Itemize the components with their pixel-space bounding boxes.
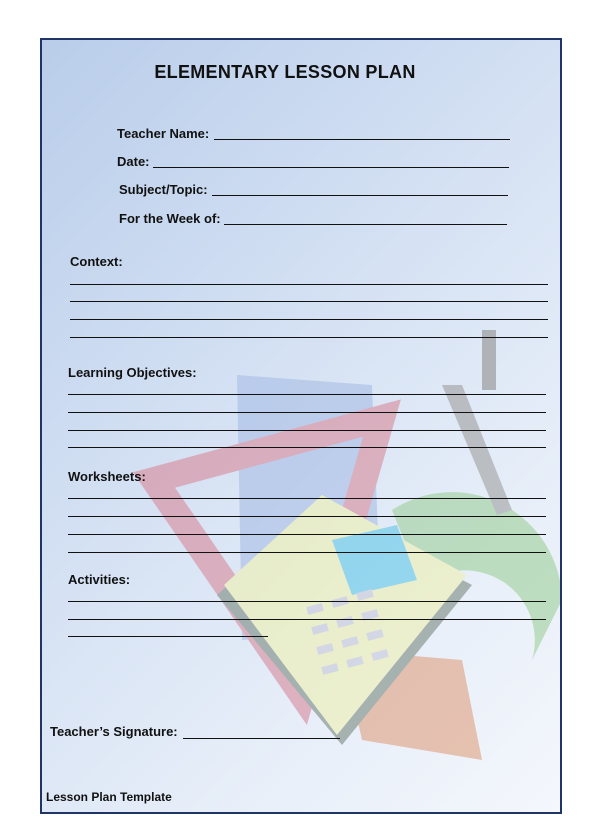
worksheets-line[interactable] [68, 534, 546, 535]
signature-label: Teacher’s Signature: [50, 724, 178, 739]
context-line[interactable] [70, 284, 548, 285]
worksheets-line[interactable] [68, 516, 546, 517]
activities-label: Activities: [68, 572, 131, 587]
pencil-top-shape [482, 330, 496, 390]
worksheets-label: Worksheets: [68, 469, 146, 484]
learning-objectives-label: Learning Objectives: [68, 365, 197, 380]
signature-field[interactable] [183, 738, 340, 739]
context-line[interactable] [70, 319, 548, 320]
teacher-name-field[interactable] [214, 139, 510, 140]
activities-line[interactable] [68, 601, 546, 602]
objectives-line[interactable] [68, 430, 546, 431]
activities-line[interactable] [68, 636, 268, 637]
context-line[interactable] [70, 301, 548, 302]
date-field[interactable] [153, 167, 509, 168]
objectives-line[interactable] [68, 394, 546, 395]
objectives-line[interactable] [68, 447, 546, 448]
subject-topic-field[interactable] [212, 195, 508, 196]
worksheets-line[interactable] [68, 498, 546, 499]
footer-caption: Lesson Plan Template [46, 790, 172, 804]
teacher-name-label: Teacher Name: [117, 126, 210, 141]
activities-line[interactable] [68, 619, 546, 620]
week-of-label: For the Week of: [119, 211, 221, 226]
worksheets-line[interactable] [68, 552, 546, 553]
objectives-line[interactable] [68, 412, 546, 413]
week-of-field[interactable] [224, 224, 507, 225]
page-title: ELEMENTARY LESSON PLAN [154, 62, 416, 82]
subject-topic-label: Subject/Topic: [119, 182, 208, 197]
context-line[interactable] [70, 337, 548, 338]
context-label: Context: [70, 254, 123, 269]
date-label: Date: [117, 154, 150, 169]
